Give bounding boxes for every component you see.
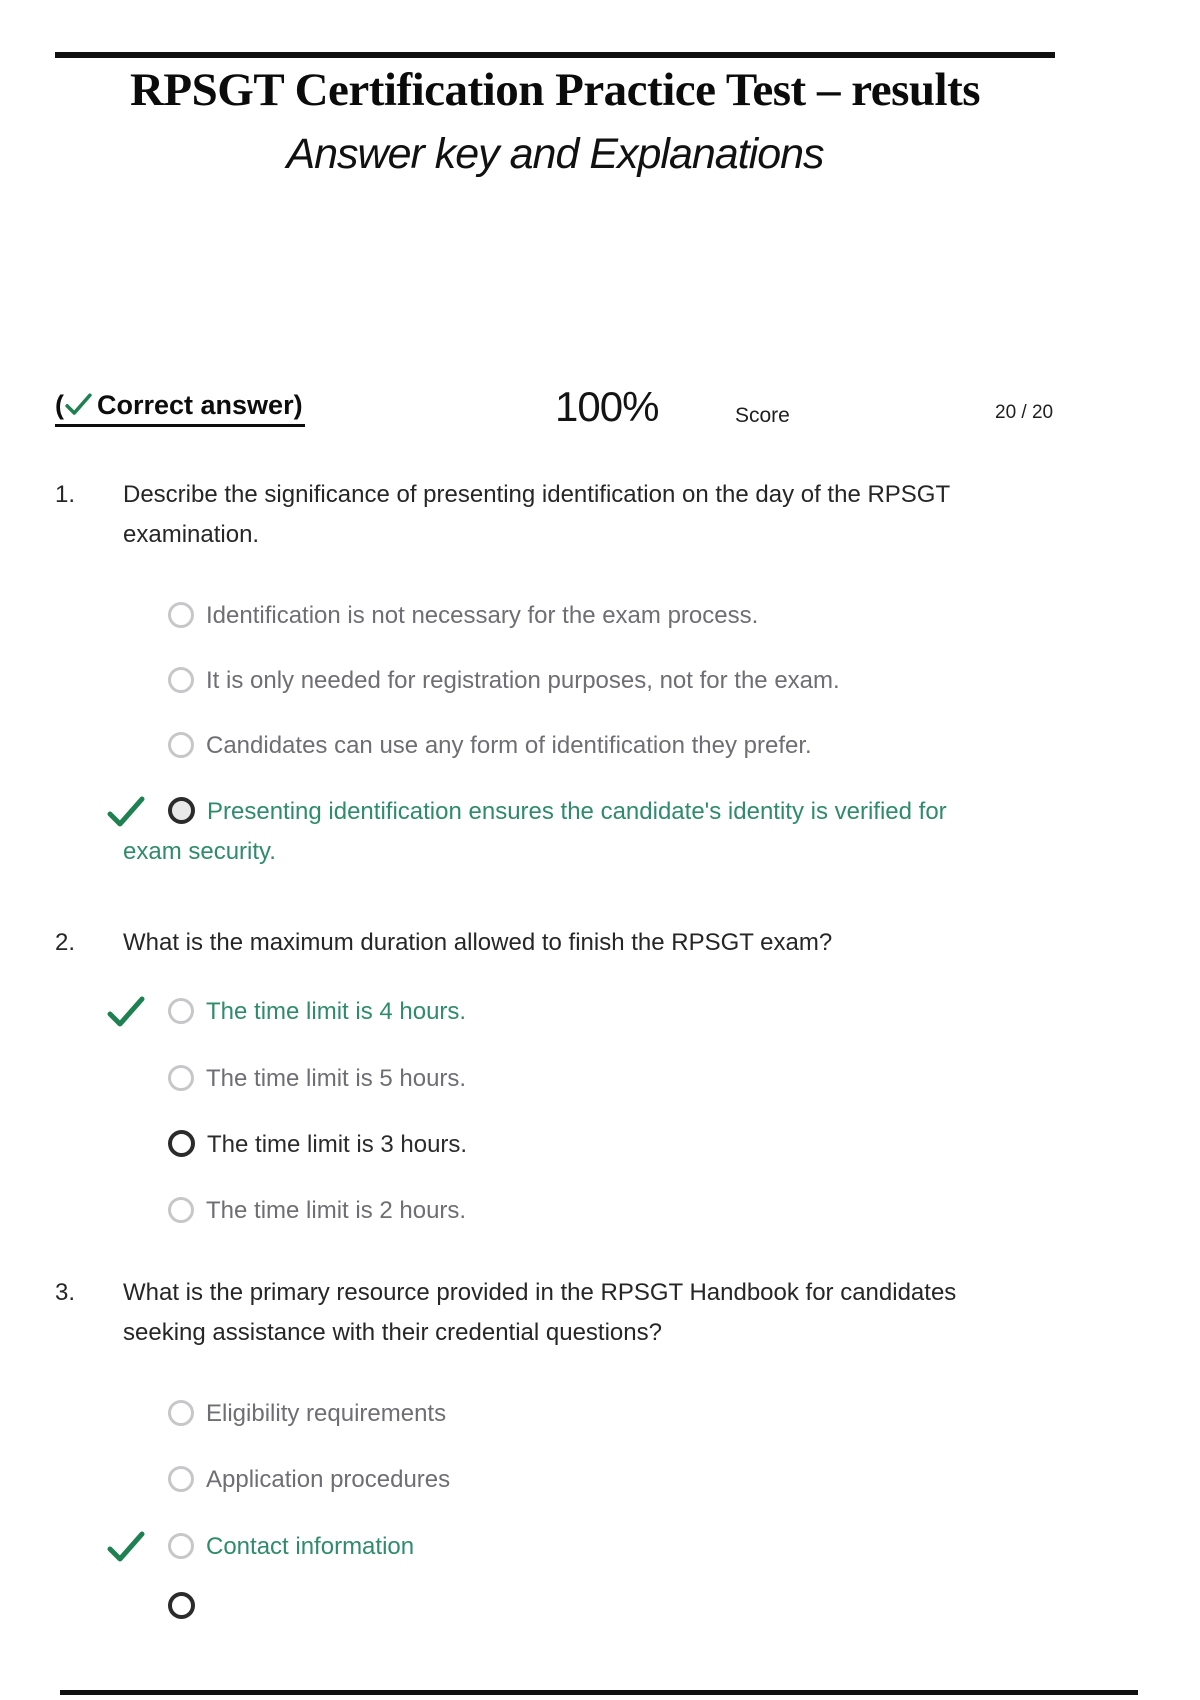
radio-button[interactable] [168,1466,194,1492]
answer-option-correct [123,992,1003,1032]
correct-answer-legend [55,390,305,427]
answer-option-correct-selected [123,792,1003,872]
radio-button[interactable] [168,797,195,824]
option-label: Identification is not necessary for the exam process. [206,602,759,629]
question-1 [55,475,1003,555]
correct-check-icon [65,393,92,416]
option-label: The time limit is 4 hours. [206,998,467,1025]
radio-button[interactable] [168,1065,194,1091]
radio-button[interactable] [168,1130,195,1157]
legend-label: Correct answer) [97,390,303,420]
option-label: The time limit is 3 hours. [207,1131,468,1158]
legend-open-paren: ( [55,390,64,420]
bottom-divider [60,1690,1138,1695]
radio-button[interactable] [168,602,194,628]
answer-option [123,1059,1003,1099]
question-number: 2. [55,929,76,956]
answer-option [123,1394,1003,1434]
radio-button[interactable] [168,1592,195,1619]
radio-button[interactable] [168,667,194,693]
correct-check-icon [107,1531,145,1563]
score-label: Score [735,404,790,427]
radio-button[interactable] [168,1197,194,1223]
option-label: Presenting identification ensures the candidate's identity is verified for exam security. [123,798,947,865]
option-label: It is only needed for registration purposes, not for the exam. [206,667,840,694]
score-percentage: 100% [555,383,659,430]
question-number: 3. [55,1279,76,1306]
option-label: Application procedures [206,1466,451,1493]
page-subtitle: Answer key and Explanations [286,130,824,178]
question-3 [55,1273,1003,1353]
option-label: Eligibility requirements [206,1400,447,1427]
answer-option [123,596,1003,636]
correct-check-icon [107,996,145,1028]
question-number: 1. [55,481,76,508]
radio-button[interactable] [168,998,194,1024]
answer-option-selected [123,1125,1003,1165]
correct-check-icon [107,796,145,828]
option-label: The time limit is 5 hours. [206,1065,467,1092]
page-title: RPSGT Certification Practice Test – results [129,64,981,116]
answer-option [123,661,1003,701]
radio-button[interactable] [168,1533,194,1559]
radio-button[interactable] [168,732,194,758]
answer-option [123,1460,1003,1500]
question-text: What is the maximum duration allowed to finish the RPSGT exam? [123,929,833,956]
question-2 [55,923,1003,963]
question-text: Describe the significance of presenting identification on the day of the RPSGT examination. [123,481,950,548]
answer-option [123,1191,1003,1231]
option-label: Candidates can use any form of identification they prefer. [206,732,812,759]
answer-option-selected [123,1587,1003,1627]
answer-option [123,726,1003,766]
question-text: What is the primary resource provided in the RPSGT Handbook for candidates seeking assistance with their credential questions? [123,1279,957,1346]
radio-button[interactable] [168,1400,194,1426]
answer-option-correct [123,1527,1003,1567]
top-divider [55,52,1055,58]
option-label: Contact information [206,1533,415,1560]
option-label: The time limit is 2 hours. [206,1197,467,1224]
score-fraction: 20 / 20 [995,402,1054,423]
